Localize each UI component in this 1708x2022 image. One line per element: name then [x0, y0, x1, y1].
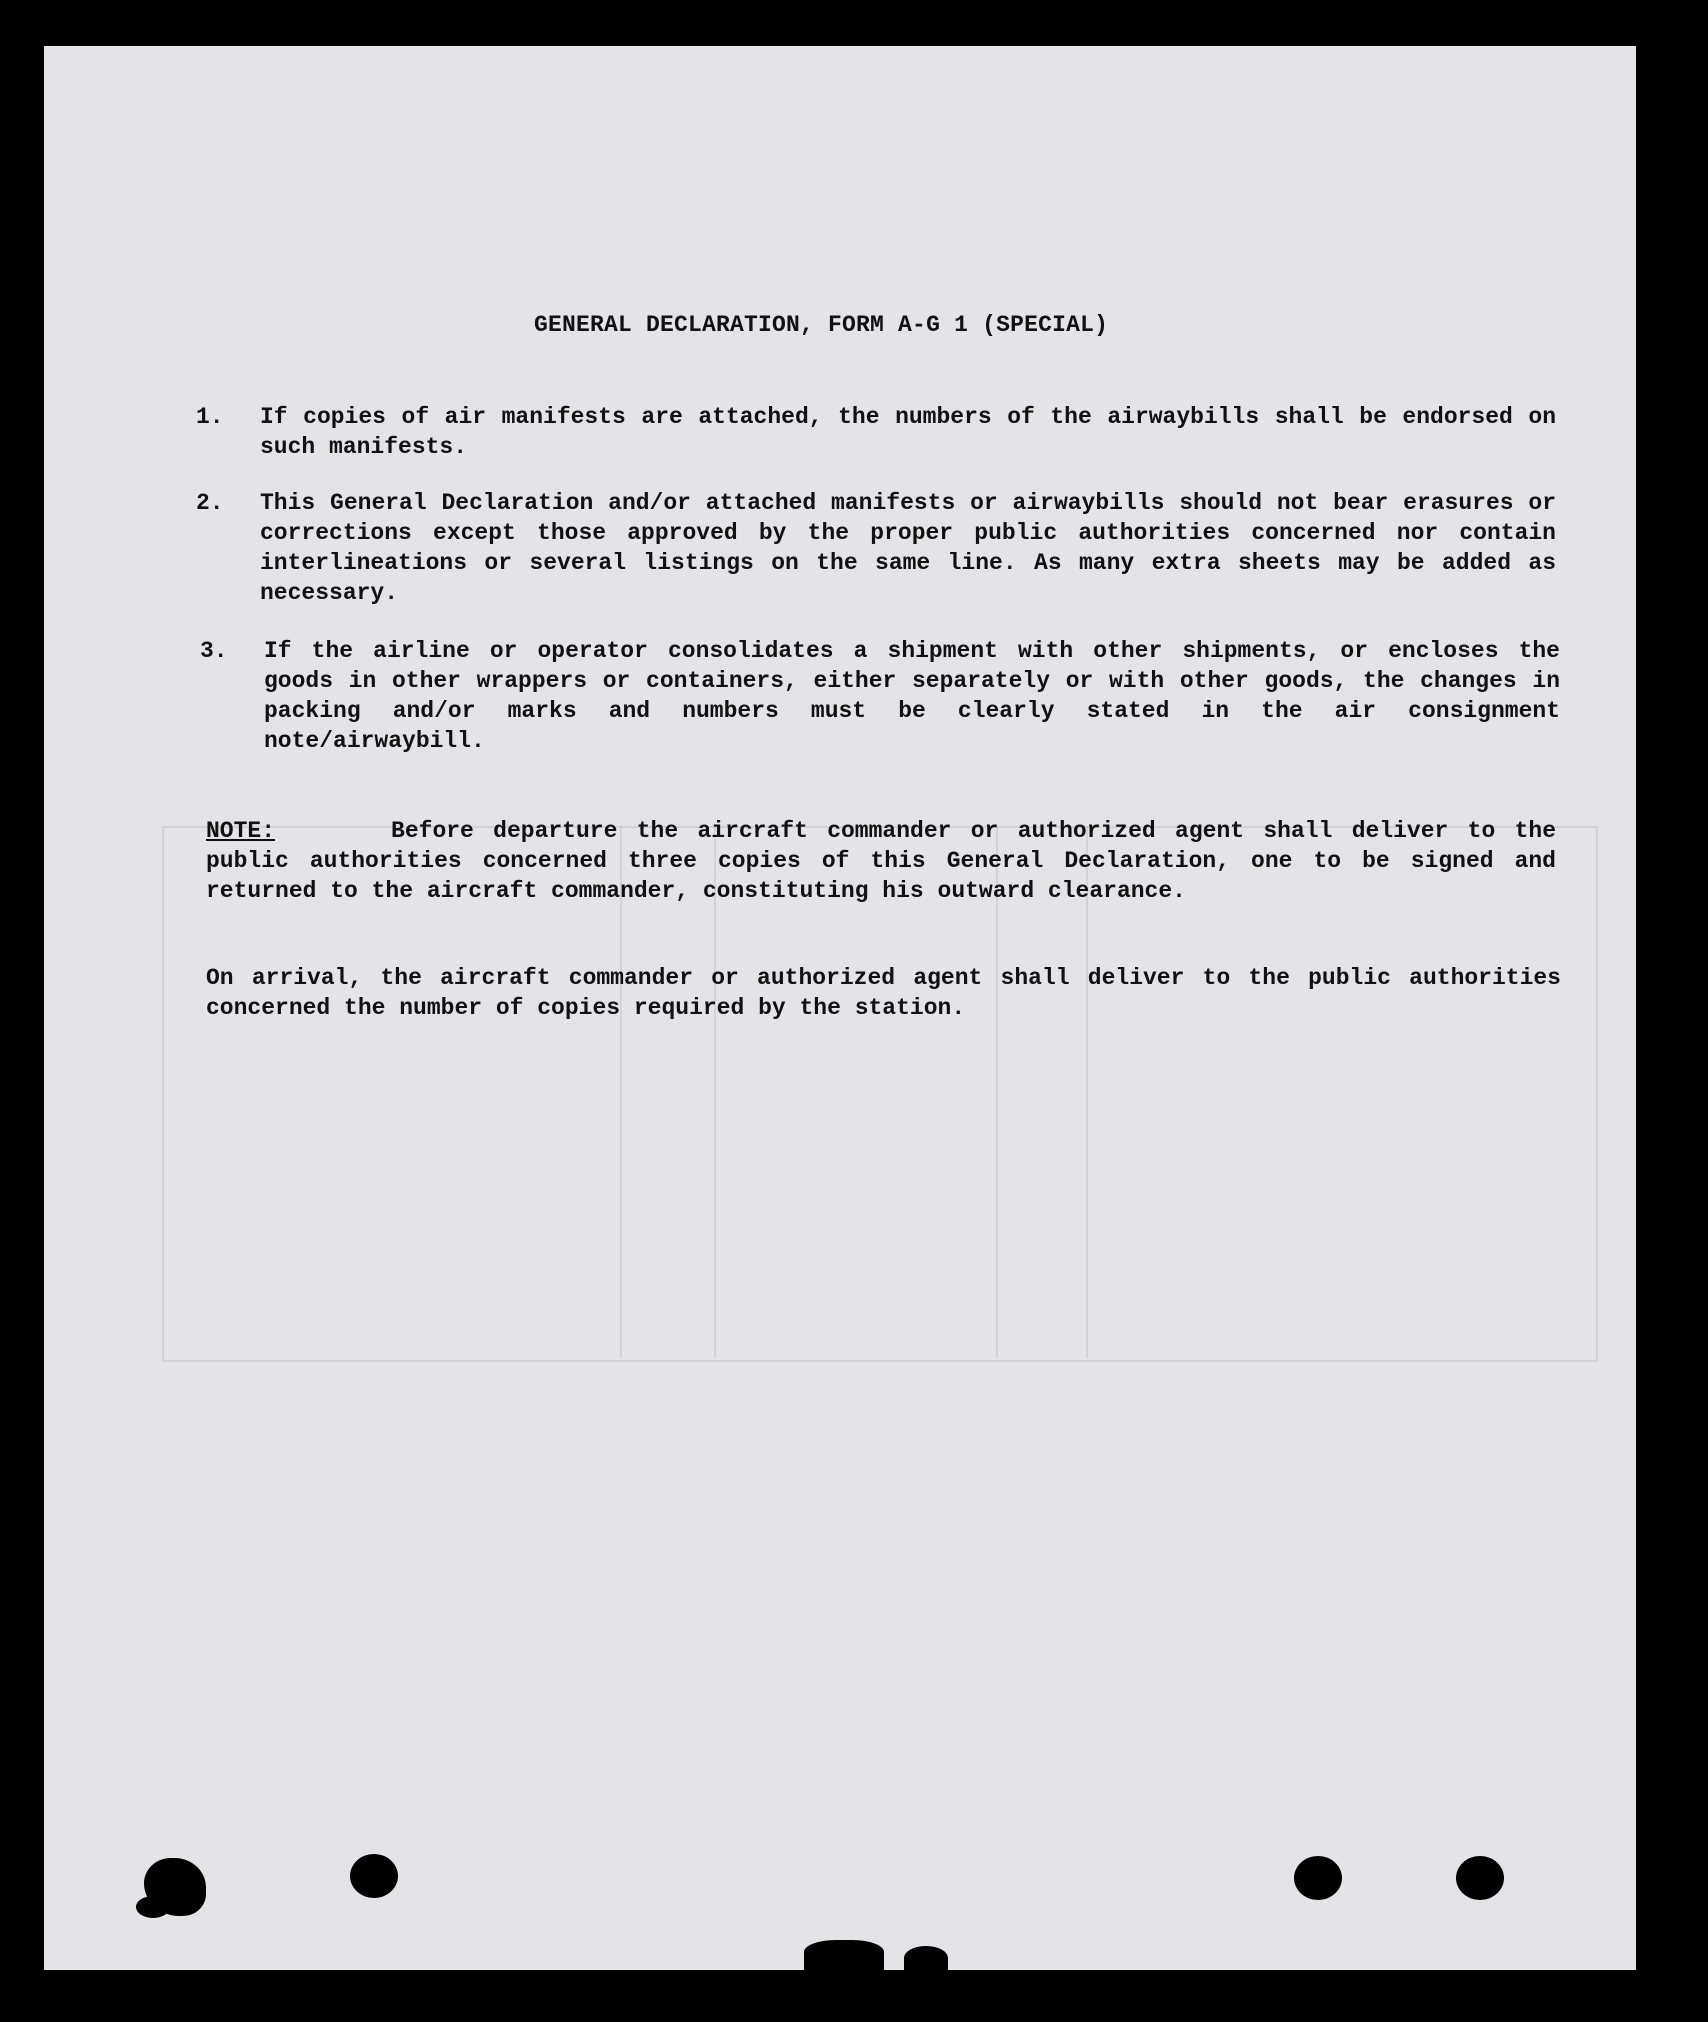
item-text: If the airline or operator consolidates a shipment with other shipments, or encloses the goods in other wrappers or containers, either separately or with other goods, the changes in packing and/or marks and numbers must be clearly stated in the air consignment note/airwaybill. [264, 638, 1560, 754]
item-number: 1. [196, 404, 224, 430]
item-number: 3. [200, 638, 228, 664]
note-label: NOTE: [206, 818, 276, 844]
punch-hole [350, 1854, 398, 1898]
page-title: GENERAL DECLARATION, FORM A-G 1 (SPECIAL) [534, 312, 1109, 338]
ink-blot [136, 1896, 170, 1918]
item-number: 2. [196, 490, 224, 516]
item-text: This General Declaration and/or attached manifests or airwaybills should not bear erasures or corrections except those approved by the proper public authorities concerned nor contain interlineations or several listings on the same line. As many extra sheets may be added as necessary. [260, 490, 1556, 606]
note-spacer [294, 818, 371, 844]
instruction-item-2 [196, 488, 1556, 608]
show-through-text [394, 1746, 410, 1820]
instruction-item-1 [196, 402, 1556, 462]
note-paragraph [206, 816, 1556, 906]
note-text: Before departure the aircraft commander or authorized agent shall deliver to the public authorities concerned three copies of this General Declaration, one to be signed and returned to the aircraft commander, constituting his outward clearance. [206, 818, 1557, 904]
arrival-paragraph: On arrival, the aircraft commander or authorized agent shall deliver to the public authorities concerned the number of copies required by the station. [206, 965, 1561, 1021]
document-page [44, 46, 1636, 1970]
torn-edge [904, 1946, 948, 1970]
item-text: If copies of air manifests are attached, the numbers of the airwaybills shall be endorsed on such manifests. [260, 404, 1556, 460]
show-through-table [162, 826, 1598, 1362]
punch-hole [1456, 1856, 1504, 1900]
punch-hole [1294, 1856, 1342, 1900]
torn-edge [804, 1940, 884, 1970]
instruction-item-3 [200, 636, 1560, 756]
